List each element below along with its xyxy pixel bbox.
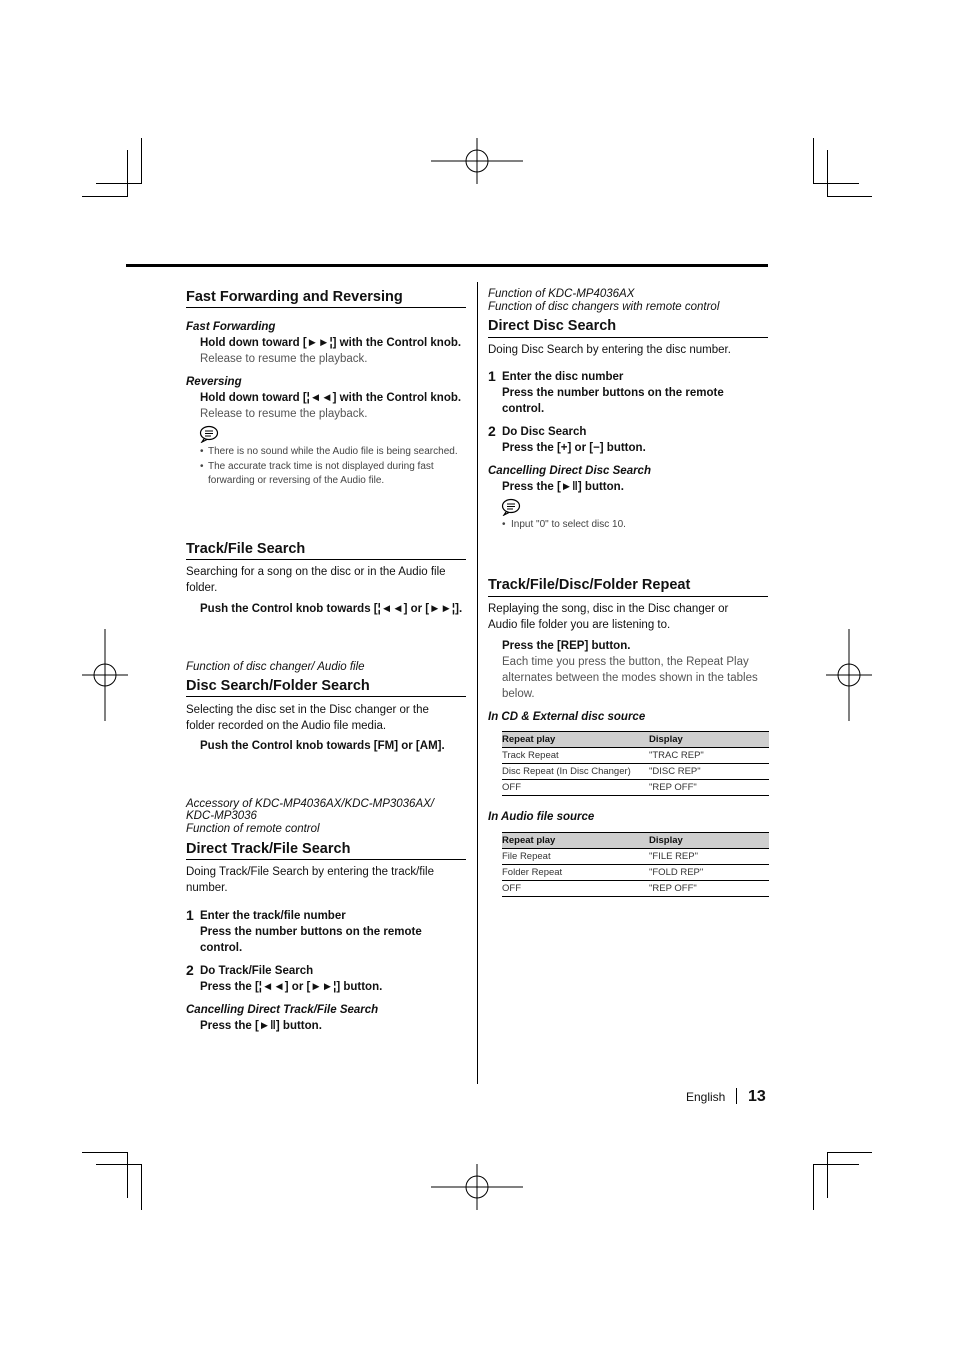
table-cell: "FILE REP" (649, 849, 769, 865)
step-title: Do Disc Search (502, 426, 587, 438)
registration-mark-right (826, 629, 872, 721)
release-text: Release to resume the playback. (200, 353, 368, 365)
subheading: Reversing (186, 376, 242, 388)
step-title: Enter the track/file number (200, 910, 346, 922)
note-icon (199, 425, 219, 443)
release-text: Release to resume the playback. (200, 408, 368, 420)
section-rule (186, 559, 466, 560)
section-rule (186, 696, 466, 697)
function-note: Function of disc changers with remote control (488, 301, 720, 313)
table-cell: "FOLD REP" (649, 865, 769, 881)
table-cell: File Repeat (502, 849, 649, 865)
note-text: There is no sound while the Audio file is being searched. (208, 446, 458, 457)
section-title: Fast Forwarding and Reversing (186, 289, 403, 305)
section-title: Direct Disc Search (488, 318, 617, 334)
instruction: Press the [REP] button. (502, 640, 631, 652)
instruction: Hold down toward [¦◄◄] with the Control knob. (200, 392, 462, 404)
description: Replaying the song, disc in the Disc changer or Audio file folder you are listening to. (488, 603, 729, 631)
table-row (502, 748, 769, 764)
bullet-dot: • (200, 446, 204, 457)
table-cell: Folder Repeat (502, 865, 649, 881)
accessory-note: KDC-MP3036 (186, 810, 257, 822)
table-row (502, 780, 769, 796)
instruction: Push the Control knob towards [¦◄◄] or [►►¦]. (200, 603, 463, 615)
section-rule (488, 337, 768, 338)
table-header-row (502, 732, 769, 748)
step-detail: Press the number buttons on the remote control. (502, 387, 724, 415)
section-title: Track/File/Disc/Folder Repeat (488, 577, 691, 593)
cd-repeat-table (502, 731, 769, 796)
note-text: The accurate track time is not displayed during fast forwarding or reversing of the Audio file. (208, 461, 434, 486)
registration-mark-top (431, 138, 523, 184)
section-rule (186, 859, 466, 860)
section-title: Track/File Search (186, 541, 306, 557)
instruction: Press the [►‖] button. (200, 1020, 322, 1032)
step-detail: Press the [+] or [−] button. (502, 442, 646, 454)
registration-mark-left (82, 629, 128, 721)
column-divider (477, 282, 478, 1084)
section-rule (186, 307, 466, 308)
section-title: Direct Track/File Search (186, 841, 351, 857)
description: Selecting the disc set in the Disc changer or the folder recorded on the Audio file media. (186, 704, 429, 732)
table-row (502, 865, 769, 881)
function-note: Function of disc changer/ Audio file (186, 661, 365, 673)
table-header: Repeat play (502, 833, 649, 849)
registration-mark-bottom (431, 1164, 523, 1210)
subheading: In CD & External disc source (488, 711, 646, 723)
note-text: Input "0" to select disc 10. (511, 519, 626, 530)
subheading: In Audio file source (488, 811, 595, 823)
table-header: Display (649, 732, 769, 748)
table-cell: "REP OFF" (649, 780, 769, 796)
bullet-dot: • (200, 461, 204, 472)
instruction: Press the [►‖] button. (502, 481, 624, 493)
table-cell: OFF (502, 780, 649, 796)
accessory-note: Accessory of KDC-MP4036AX/KDC-MP3036AX/ (186, 798, 434, 810)
table-cell: "TRAC REP" (649, 748, 769, 764)
subheading: Cancelling Direct Track/File Search (186, 1004, 379, 1016)
footer-separator (736, 1088, 737, 1104)
function-note: Function of KDC-MP4036AX (488, 288, 635, 300)
footer-language: English (686, 1090, 726, 1104)
instruction: Push the Control knob towards [FM] or [AM]. (200, 740, 445, 752)
instruction: Hold down toward [►►¦] with the Control knob. (200, 337, 462, 349)
step-number: 1 (186, 907, 194, 923)
bullet-dot: • (502, 519, 506, 530)
description: Doing Track/File Search by entering the track/file number. (186, 866, 435, 894)
step-number: 1 (488, 368, 496, 384)
table-header: Repeat play (502, 732, 649, 748)
note-icon (501, 498, 521, 516)
table-row (502, 881, 769, 897)
step-number: 2 (488, 423, 496, 439)
table-row (502, 849, 769, 865)
table-header: Display (649, 833, 769, 849)
table-cell: "REP OFF" (649, 881, 769, 897)
step-title: Do Track/File Search (200, 965, 314, 977)
section-title: Disc Search/Folder Search (186, 678, 370, 694)
table-cell: Track Repeat (502, 748, 649, 764)
step-detail: Press the [¦◄◄] or [►►¦] button. (200, 981, 383, 993)
page-number: 13 (748, 1088, 766, 1105)
step-detail: Press the number buttons on the remote control. (200, 926, 422, 954)
step-number: 2 (186, 962, 194, 978)
table-cell: OFF (502, 881, 649, 897)
table-cell: Disc Repeat (In Disc Changer) (502, 764, 649, 780)
subheading: Cancelling Direct Disc Search (488, 465, 651, 477)
explanation: Each time you press the button, the Repeat Play alternates between the modes shown in the tables below. (502, 656, 758, 700)
description: Searching for a song on the disc or in the Audio file folder. (186, 566, 446, 594)
audio-repeat-table (502, 832, 769, 897)
table-cell: "DISC REP" (649, 764, 769, 780)
section-rule (488, 596, 768, 597)
subheading: Fast Forwarding (186, 321, 276, 333)
table-row (502, 764, 769, 780)
table-header-row (502, 833, 769, 849)
top-bar (126, 264, 768, 267)
step-title: Enter the disc number (502, 371, 624, 383)
function-note: Function of remote control (186, 823, 320, 835)
description: Doing Disc Search by entering the disc number. (488, 344, 731, 356)
